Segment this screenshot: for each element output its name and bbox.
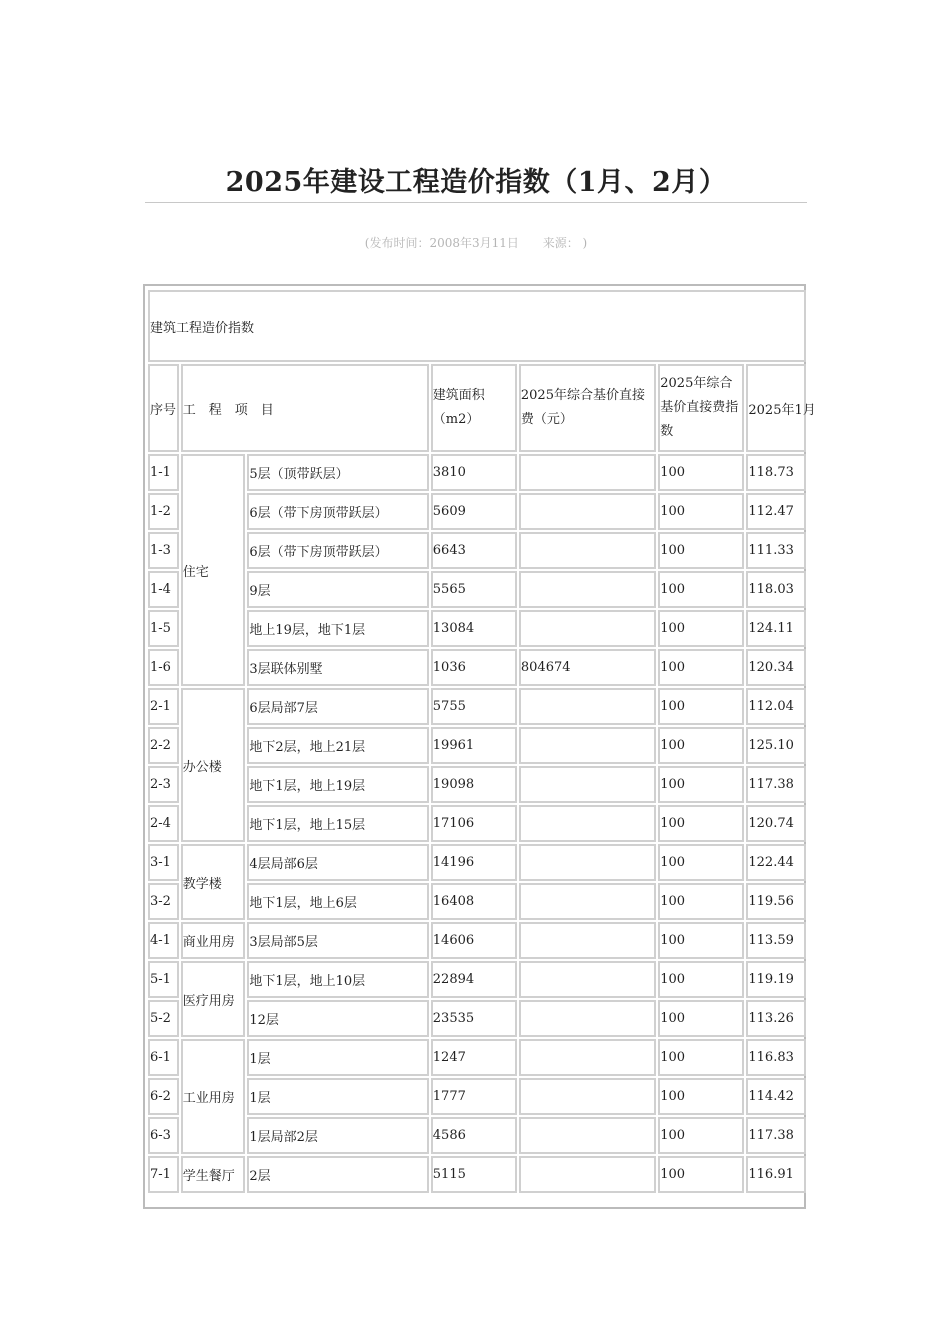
cell-cost xyxy=(519,1156,656,1193)
cell-category: 教学楼 xyxy=(181,844,246,920)
cell-jan-index: 124.11 xyxy=(746,610,806,647)
table-row xyxy=(148,922,806,959)
table-row xyxy=(148,1156,806,1193)
header-seq: 序号 xyxy=(148,364,179,452)
cell-seq: 3-1 xyxy=(148,844,179,881)
cell-cost xyxy=(519,493,656,530)
cell-category: 工业用房 xyxy=(181,1039,246,1154)
cell-seq: 2-2 xyxy=(148,727,179,764)
table-row xyxy=(148,610,806,647)
cell-category: 住宅 xyxy=(181,454,246,686)
cell-description: 4层局部6层 xyxy=(247,844,428,881)
header-cost: 2025年综合基价直接费（元） xyxy=(519,364,656,452)
cell-description: 1层 xyxy=(247,1039,428,1076)
cell-seq: 1-1 xyxy=(148,454,179,491)
table-row xyxy=(148,883,806,920)
cell-jan-index: 113.26 xyxy=(746,1000,806,1037)
cell-area: 6643 xyxy=(431,532,517,569)
cell-area: 22894 xyxy=(431,961,517,998)
cell-jan-index: 114.42 xyxy=(746,1078,806,1115)
page-title: 2025年建设工程造价指数（1月、2月） xyxy=(225,167,727,198)
table-row xyxy=(148,727,806,764)
cell-area: 19961 xyxy=(431,727,517,764)
cell-cost xyxy=(519,454,656,491)
cell-base-index: 100 xyxy=(658,883,744,920)
cell-area: 17106 xyxy=(431,805,517,842)
cell-seq: 5-2 xyxy=(148,1000,179,1037)
cell-jan-index: 113.59 xyxy=(746,922,806,959)
cell-area: 14606 xyxy=(431,922,517,959)
cell-description: 6层局部7层 xyxy=(247,688,428,725)
cell-description: 3层联体别墅 xyxy=(247,649,428,686)
cell-base-index: 100 xyxy=(658,922,744,959)
cell-jan-index: 122.44 xyxy=(746,844,806,881)
cell-seq: 1-3 xyxy=(148,532,179,569)
header-area: 建筑面积（m2） xyxy=(431,364,517,452)
table-row xyxy=(148,532,806,569)
cell-seq: 1-2 xyxy=(148,493,179,530)
cell-cost xyxy=(519,688,656,725)
cell-description: 地下1层，地上15层 xyxy=(247,805,428,842)
cell-seq: 7-1 xyxy=(148,1156,179,1193)
cell-base-index: 100 xyxy=(658,454,744,491)
cell-base-index: 100 xyxy=(658,766,744,803)
cell-cost xyxy=(519,1039,656,1076)
cell-base-index: 100 xyxy=(658,1078,744,1115)
cell-jan-index: 120.34 xyxy=(746,649,806,686)
cell-description: 1层 xyxy=(247,1078,428,1115)
cell-jan-index: 119.56 xyxy=(746,883,806,920)
cell-area: 23535 xyxy=(431,1000,517,1037)
cell-category: 办公楼 xyxy=(181,688,246,842)
table-row xyxy=(148,493,806,530)
cell-base-index: 100 xyxy=(658,961,744,998)
table-caption: 建筑工程造价指数 xyxy=(148,290,806,362)
cell-jan-index: 117.38 xyxy=(746,766,806,803)
cell-cost xyxy=(519,1078,656,1115)
cell-seq: 1-6 xyxy=(148,649,179,686)
cell-cost xyxy=(519,727,656,764)
header-base-index: 2025年综合基价直接费指数 xyxy=(658,364,744,452)
table-row xyxy=(148,766,806,803)
title-divider xyxy=(145,202,807,203)
cell-description: 9层 xyxy=(247,571,428,608)
cell-jan-index: 117.38 xyxy=(746,1117,806,1154)
cell-description: 6层（带下房顶带跃层） xyxy=(247,532,428,569)
cell-seq: 3-2 xyxy=(148,883,179,920)
header-project-label: 工 程 项 目 xyxy=(182,402,274,418)
cell-seq: 6-1 xyxy=(148,1039,179,1076)
cell-cost xyxy=(519,1000,656,1037)
cell-category: 商业用房 xyxy=(181,922,246,959)
cell-seq: 6-2 xyxy=(148,1078,179,1115)
cell-base-index: 100 xyxy=(658,532,744,569)
cell-cost: 804674 xyxy=(519,649,656,686)
table-row xyxy=(148,688,806,725)
cell-cost xyxy=(519,571,656,608)
cell-base-index: 100 xyxy=(658,610,744,647)
cell-description: 5层（顶带跃层） xyxy=(247,454,428,491)
cell-area: 3810 xyxy=(431,454,517,491)
cell-area: 16408 xyxy=(431,883,517,920)
cell-jan-index: 119.19 xyxy=(746,961,806,998)
cell-seq: 4-1 xyxy=(148,922,179,959)
cell-base-index: 100 xyxy=(658,1156,744,1193)
cell-area: 13084 xyxy=(431,610,517,647)
cell-description: 地下1层，地上19层 xyxy=(247,766,428,803)
cell-area: 1777 xyxy=(431,1078,517,1115)
cell-base-index: 100 xyxy=(658,805,744,842)
cell-description: 12层 xyxy=(247,1000,428,1037)
cell-seq: 2-1 xyxy=(148,688,179,725)
cell-base-index: 100 xyxy=(658,1000,744,1037)
cell-base-index: 100 xyxy=(658,844,744,881)
cell-base-index: 100 xyxy=(658,727,744,764)
header-project xyxy=(181,364,429,452)
cell-seq: 1-5 xyxy=(148,610,179,647)
cell-jan-index: 116.91 xyxy=(746,1156,806,1193)
cell-jan-index: 116.83 xyxy=(746,1039,806,1076)
cell-base-index: 100 xyxy=(658,649,744,686)
cell-area: 5609 xyxy=(431,493,517,530)
cell-jan-index: 125.10 xyxy=(746,727,806,764)
cell-seq: 5-1 xyxy=(148,961,179,998)
cell-area: 5565 xyxy=(431,571,517,608)
table-row xyxy=(148,1000,806,1037)
cell-base-index: 100 xyxy=(658,493,744,530)
cell-jan-index: 118.73 xyxy=(746,454,806,491)
cell-base-index: 100 xyxy=(658,1039,744,1076)
cell-seq: 1-4 xyxy=(148,571,179,608)
cell-description: 6层（带下房顶带跃层） xyxy=(247,493,428,530)
cell-description: 3层局部5层 xyxy=(247,922,428,959)
publish-date: (发布时间：2008年3月11日 xyxy=(364,236,519,250)
cell-area: 1247 xyxy=(431,1039,517,1076)
cell-area: 5115 xyxy=(431,1156,517,1193)
cell-description: 地下1层，地上10层 xyxy=(247,961,428,998)
cell-cost xyxy=(519,883,656,920)
cell-jan-index: 112.47 xyxy=(746,493,806,530)
cell-cost xyxy=(519,1117,656,1154)
cell-cost xyxy=(519,961,656,998)
cell-description: 2层 xyxy=(247,1156,428,1193)
cell-description: 地下1层，地上6层 xyxy=(247,883,428,920)
table-row xyxy=(148,844,806,881)
cell-description: 1层局部2层 xyxy=(247,1117,428,1154)
cell-category: 医疗用房 xyxy=(181,961,246,1037)
cell-base-index: 100 xyxy=(658,688,744,725)
source-label: 来源： ) xyxy=(542,236,588,250)
table-row xyxy=(148,1039,806,1076)
table-row xyxy=(148,1117,806,1154)
cell-base-index: 100 xyxy=(658,1117,744,1154)
table-row xyxy=(148,961,806,998)
table-row xyxy=(148,649,806,686)
table-row xyxy=(148,571,806,608)
cell-seq: 2-4 xyxy=(148,805,179,842)
cell-seq: 6-3 xyxy=(148,1117,179,1154)
cell-category: 学生餐厅 xyxy=(181,1156,246,1193)
cell-cost xyxy=(519,844,656,881)
cell-area: 19098 xyxy=(431,766,517,803)
cell-cost xyxy=(519,805,656,842)
cell-jan-index: 111.33 xyxy=(746,532,806,569)
table-row xyxy=(148,805,806,842)
cell-description: 地下2层，地上21层 xyxy=(247,727,428,764)
cell-area: 5755 xyxy=(431,688,517,725)
cell-area: 1036 xyxy=(431,649,517,686)
cost-index-table xyxy=(146,288,816,1195)
cell-seq: 2-3 xyxy=(148,766,179,803)
header-jan: 2025年1月 xyxy=(746,364,806,452)
cell-cost xyxy=(519,610,656,647)
cell-base-index: 100 xyxy=(658,571,744,608)
publish-meta xyxy=(145,234,807,251)
cell-cost xyxy=(519,532,656,569)
table-row xyxy=(148,1078,806,1115)
cell-cost xyxy=(519,922,656,959)
cell-jan-index: 112.04 xyxy=(746,688,806,725)
cell-area: 14196 xyxy=(431,844,517,881)
table-row xyxy=(148,454,806,491)
cell-jan-index: 120.74 xyxy=(746,805,806,842)
cell-jan-index: 118.03 xyxy=(746,571,806,608)
cell-cost xyxy=(519,766,656,803)
cell-description: 地上19层，地下1层 xyxy=(247,610,428,647)
cell-area: 4586 xyxy=(431,1117,517,1154)
